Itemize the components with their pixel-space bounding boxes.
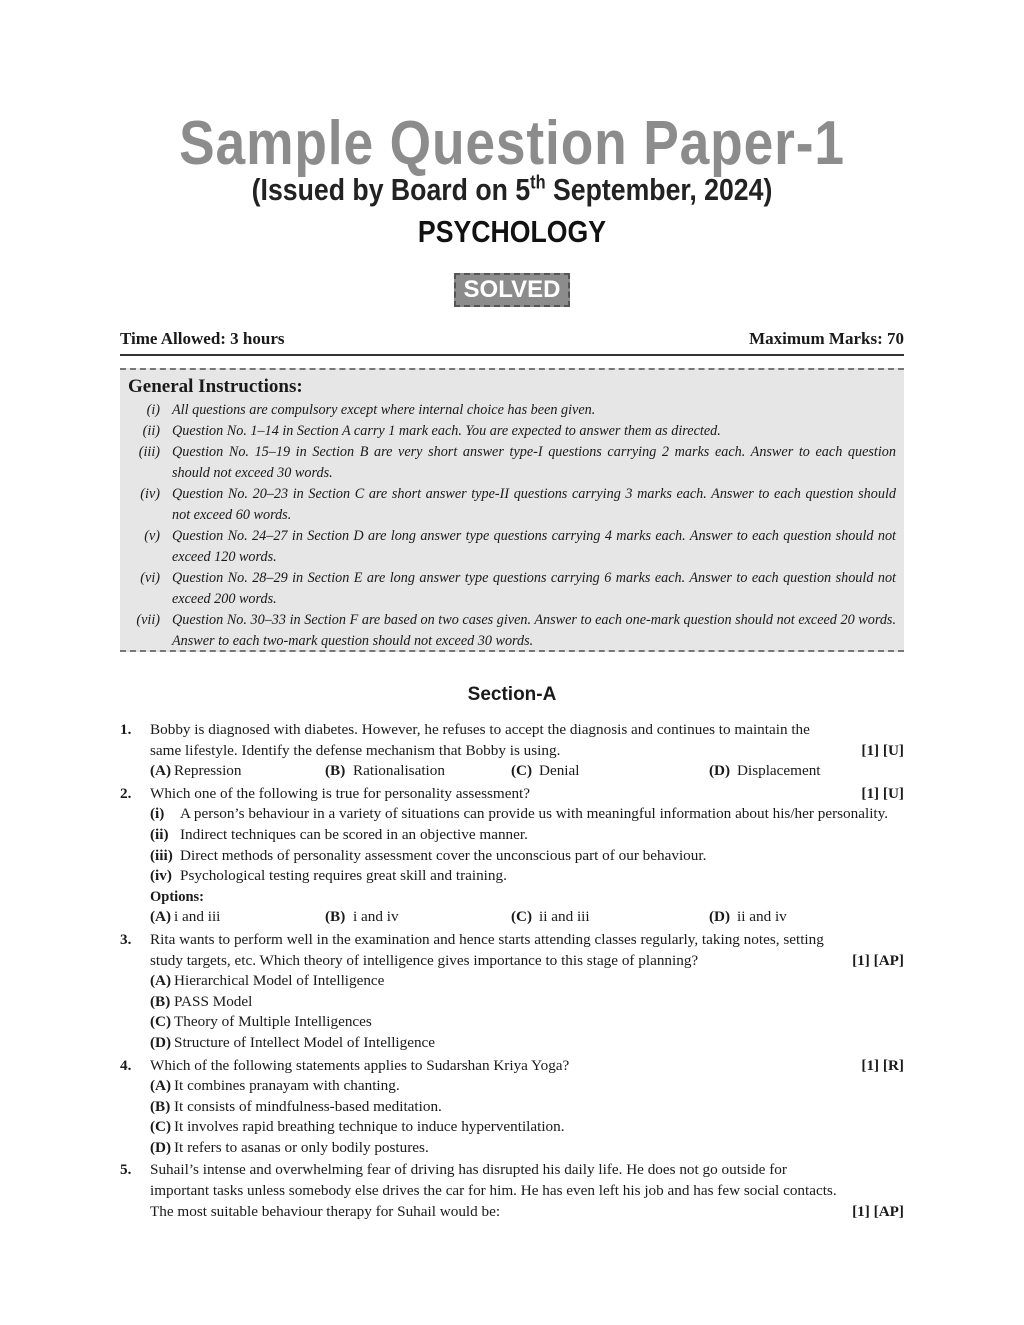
- option-letter: (B): [325, 908, 346, 926]
- paper-title: Sample Question Paper-1: [179, 109, 845, 178]
- instruction-number: (i): [146, 402, 160, 418]
- question-marks: [1] [R]: [861, 1056, 904, 1074]
- option-d: [709, 761, 821, 782]
- instructions-list: [120, 400, 904, 652]
- instruction-number: (ii): [142, 423, 160, 439]
- instruction-text: Question No. 20–23 in Section C are short answer type-II questions carrying 3 marks each. Answer to each question should not exceed 60 words.: [172, 486, 896, 523]
- statement-item: [150, 866, 904, 887]
- question-3: [120, 930, 904, 1054]
- instruction-text: All questions are compulsory except where internal choice has been given.: [172, 402, 596, 418]
- option-letter: (C): [150, 1013, 172, 1031]
- statement-item: [150, 825, 904, 846]
- instruction-number: (vi): [140, 570, 160, 586]
- instruction-item: [120, 484, 904, 526]
- instruction-item: [120, 400, 904, 421]
- statement-text: A person’s behaviour in a variety of situations can provide us with meaningful information about his/her personality.: [180, 805, 889, 823]
- option-text: ii and iv: [737, 908, 787, 926]
- option-text: It combines pranayam with chanting.: [174, 1077, 400, 1095]
- option-a: [150, 1076, 904, 1097]
- instruction-text: Question No. 1–14 in Section A carry 1 mark each. You are expected to answer them as directed.: [172, 423, 721, 439]
- questions-list: [120, 720, 904, 1224]
- option-text: Hierarchical Model of Intelligence: [174, 972, 385, 990]
- option-letter: (D): [709, 908, 731, 926]
- option-letter: (A): [150, 1077, 172, 1095]
- question-5: [120, 1160, 904, 1222]
- time-allowed: Time Allowed: 3 hours: [120, 329, 285, 348]
- question-text: same lifestyle. Identify the defense mechanism that Bobby is using.: [150, 741, 561, 759]
- question-text: Bobby is diagnosed with diabetes. However, he refuses to accept the diagnosis and continues to maintain the: [150, 721, 810, 738]
- question-marks: [1] [U]: [861, 741, 904, 759]
- option-d: [709, 907, 787, 928]
- option-c: [511, 761, 709, 782]
- instruction-text: Question No. 30–33 in Section F are based on two cases given. Answer to each one-mark question should not exceed 20 words. Answer to each two-mark question should not exceed 30 words.: [172, 612, 896, 649]
- option-a: [150, 971, 904, 992]
- instruction-item: [120, 568, 904, 610]
- question-number: 1.: [120, 721, 132, 738]
- statement-number: (ii): [150, 825, 169, 843]
- option-text: Structure of Intellect Model of Intelligence: [174, 1033, 436, 1051]
- option-text: Rationalisation: [353, 762, 445, 780]
- option-letter: (A): [150, 908, 172, 926]
- option-letter: (D): [150, 1033, 172, 1051]
- option-c: [150, 1012, 904, 1033]
- question-marks: [1] [AP]: [852, 951, 904, 969]
- maximum-marks: Maximum Marks: 70: [749, 329, 904, 348]
- subject-title: PSYCHOLOGY: [417, 214, 607, 249]
- option-text: It refers to asanas or only bodily postures.: [174, 1138, 429, 1156]
- statement-text: Direct methods of personality assessment cover the unconscious part of our behaviour.: [180, 846, 707, 864]
- statement-text: Psychological testing requires great skill and training.: [180, 867, 507, 885]
- instruction-item: [120, 421, 904, 442]
- option-letter: (A): [150, 762, 172, 780]
- option-text: Repression: [174, 762, 242, 780]
- instruction-number: (iii): [138, 444, 160, 460]
- issued-date-line: [72, 172, 953, 208]
- question-number: 5.: [120, 1161, 132, 1179]
- option-letter: (A): [150, 972, 172, 990]
- question-marks: [1] [U]: [861, 784, 904, 802]
- question-text: Which of the following statements applies to Sudarshan Kriya Yoga?: [150, 1056, 570, 1074]
- statement-number: (i): [150, 805, 165, 823]
- option-text: i and iii: [174, 908, 221, 926]
- issued-prefix: (Issued by Board on 5: [251, 172, 531, 207]
- statement-item: [150, 804, 904, 825]
- statement-item: [150, 846, 904, 867]
- question-number: 2.: [120, 784, 132, 802]
- question-4: [120, 1056, 904, 1159]
- options-row: [150, 907, 904, 928]
- option-text: Theory of Multiple Intelligences: [174, 1013, 372, 1031]
- option-b: [150, 992, 904, 1013]
- options-label: Options:: [150, 888, 204, 905]
- option-d: [150, 1138, 904, 1159]
- option-letter: (D): [709, 762, 731, 780]
- option-letter: (B): [150, 1097, 171, 1115]
- option-c: [511, 907, 709, 928]
- question-2: [120, 784, 904, 928]
- question-number: 3.: [120, 930, 132, 948]
- question-text: The most suitable behaviour therapy for Suhail would be:: [150, 1202, 501, 1220]
- question-text: important tasks unless somebody else drives the car for him. He has even left his job and has few social contacts.: [150, 1182, 837, 1200]
- question-text: study targets, etc. Which theory of intelligence gives importance to this stage of planning?: [150, 951, 699, 969]
- option-text: It consists of mindfulness-based meditation.: [174, 1097, 442, 1115]
- instruction-number: (v): [144, 528, 160, 544]
- header-divider: [120, 354, 904, 356]
- section-heading: Section-A: [467, 684, 557, 705]
- option-text: i and iv: [353, 908, 399, 926]
- option-b: [150, 1097, 904, 1118]
- instruction-item: [120, 610, 904, 652]
- statement-number: (iii): [150, 846, 173, 864]
- instruction-text: Question No. 24–27 in Section D are long answer type questions carrying 4 marks each. Answer to each question should not exceed 120 words.: [172, 528, 896, 565]
- general-instructions-box: [120, 368, 904, 652]
- question-1: [120, 720, 904, 782]
- option-letter: (C): [511, 908, 533, 926]
- option-a: [150, 761, 325, 782]
- option-text: It involves rapid breathing technique to induce hyperventilation.: [174, 1118, 565, 1136]
- option-letter: (B): [325, 762, 346, 780]
- question-text: Suhail’s intense and overwhelming fear of driving has disrupted his daily life. He does not go outside for: [150, 1161, 787, 1179]
- option-b: [325, 761, 511, 782]
- option-d: [150, 1033, 904, 1054]
- instruction-number: (vii): [136, 612, 160, 628]
- option-text: PASS Model: [174, 992, 253, 1010]
- instructions-heading: General Instructions:: [128, 376, 303, 397]
- question-text: Which one of the following is true for personality assessment?: [150, 784, 531, 802]
- option-b: [325, 907, 511, 928]
- issued-superscript: th: [530, 172, 546, 194]
- statement-text: Indirect techniques can be scored in an objective manner.: [180, 825, 528, 843]
- issued-suffix: September, 2024): [545, 172, 773, 207]
- instruction-number: (iv): [140, 486, 160, 502]
- instruction-text: Question No. 28–29 in Section E are long answer type questions carrying 6 marks each. Answer to each question should not exceed 200 words.: [172, 570, 896, 607]
- question-marks: [1] [AP]: [852, 1202, 904, 1220]
- instruction-item: [120, 442, 904, 484]
- option-text: Displacement: [737, 762, 821, 780]
- option-letter: (C): [511, 762, 533, 780]
- option-letter: (B): [150, 992, 171, 1010]
- question-number: 4.: [120, 1056, 132, 1074]
- statement-number: (iv): [150, 867, 172, 885]
- instruction-item: [120, 526, 904, 568]
- option-text: ii and iii: [539, 908, 590, 926]
- option-letter: (D): [150, 1138, 172, 1156]
- option-c: [150, 1117, 904, 1138]
- option-letter: (C): [150, 1118, 172, 1136]
- solved-badge: SOLVED: [454, 273, 570, 307]
- options-row: [150, 761, 904, 782]
- instruction-text: Question No. 15–19 in Section B are very short answer type-I questions carrying 2 marks each. Answer to each question should not exceed 30 words.: [172, 444, 896, 481]
- option-text: Denial: [539, 762, 580, 780]
- question-text: Rita wants to perform well in the examination and hence starts attending classes regularly, taking notes, setting: [150, 930, 824, 948]
- option-a: [150, 907, 325, 928]
